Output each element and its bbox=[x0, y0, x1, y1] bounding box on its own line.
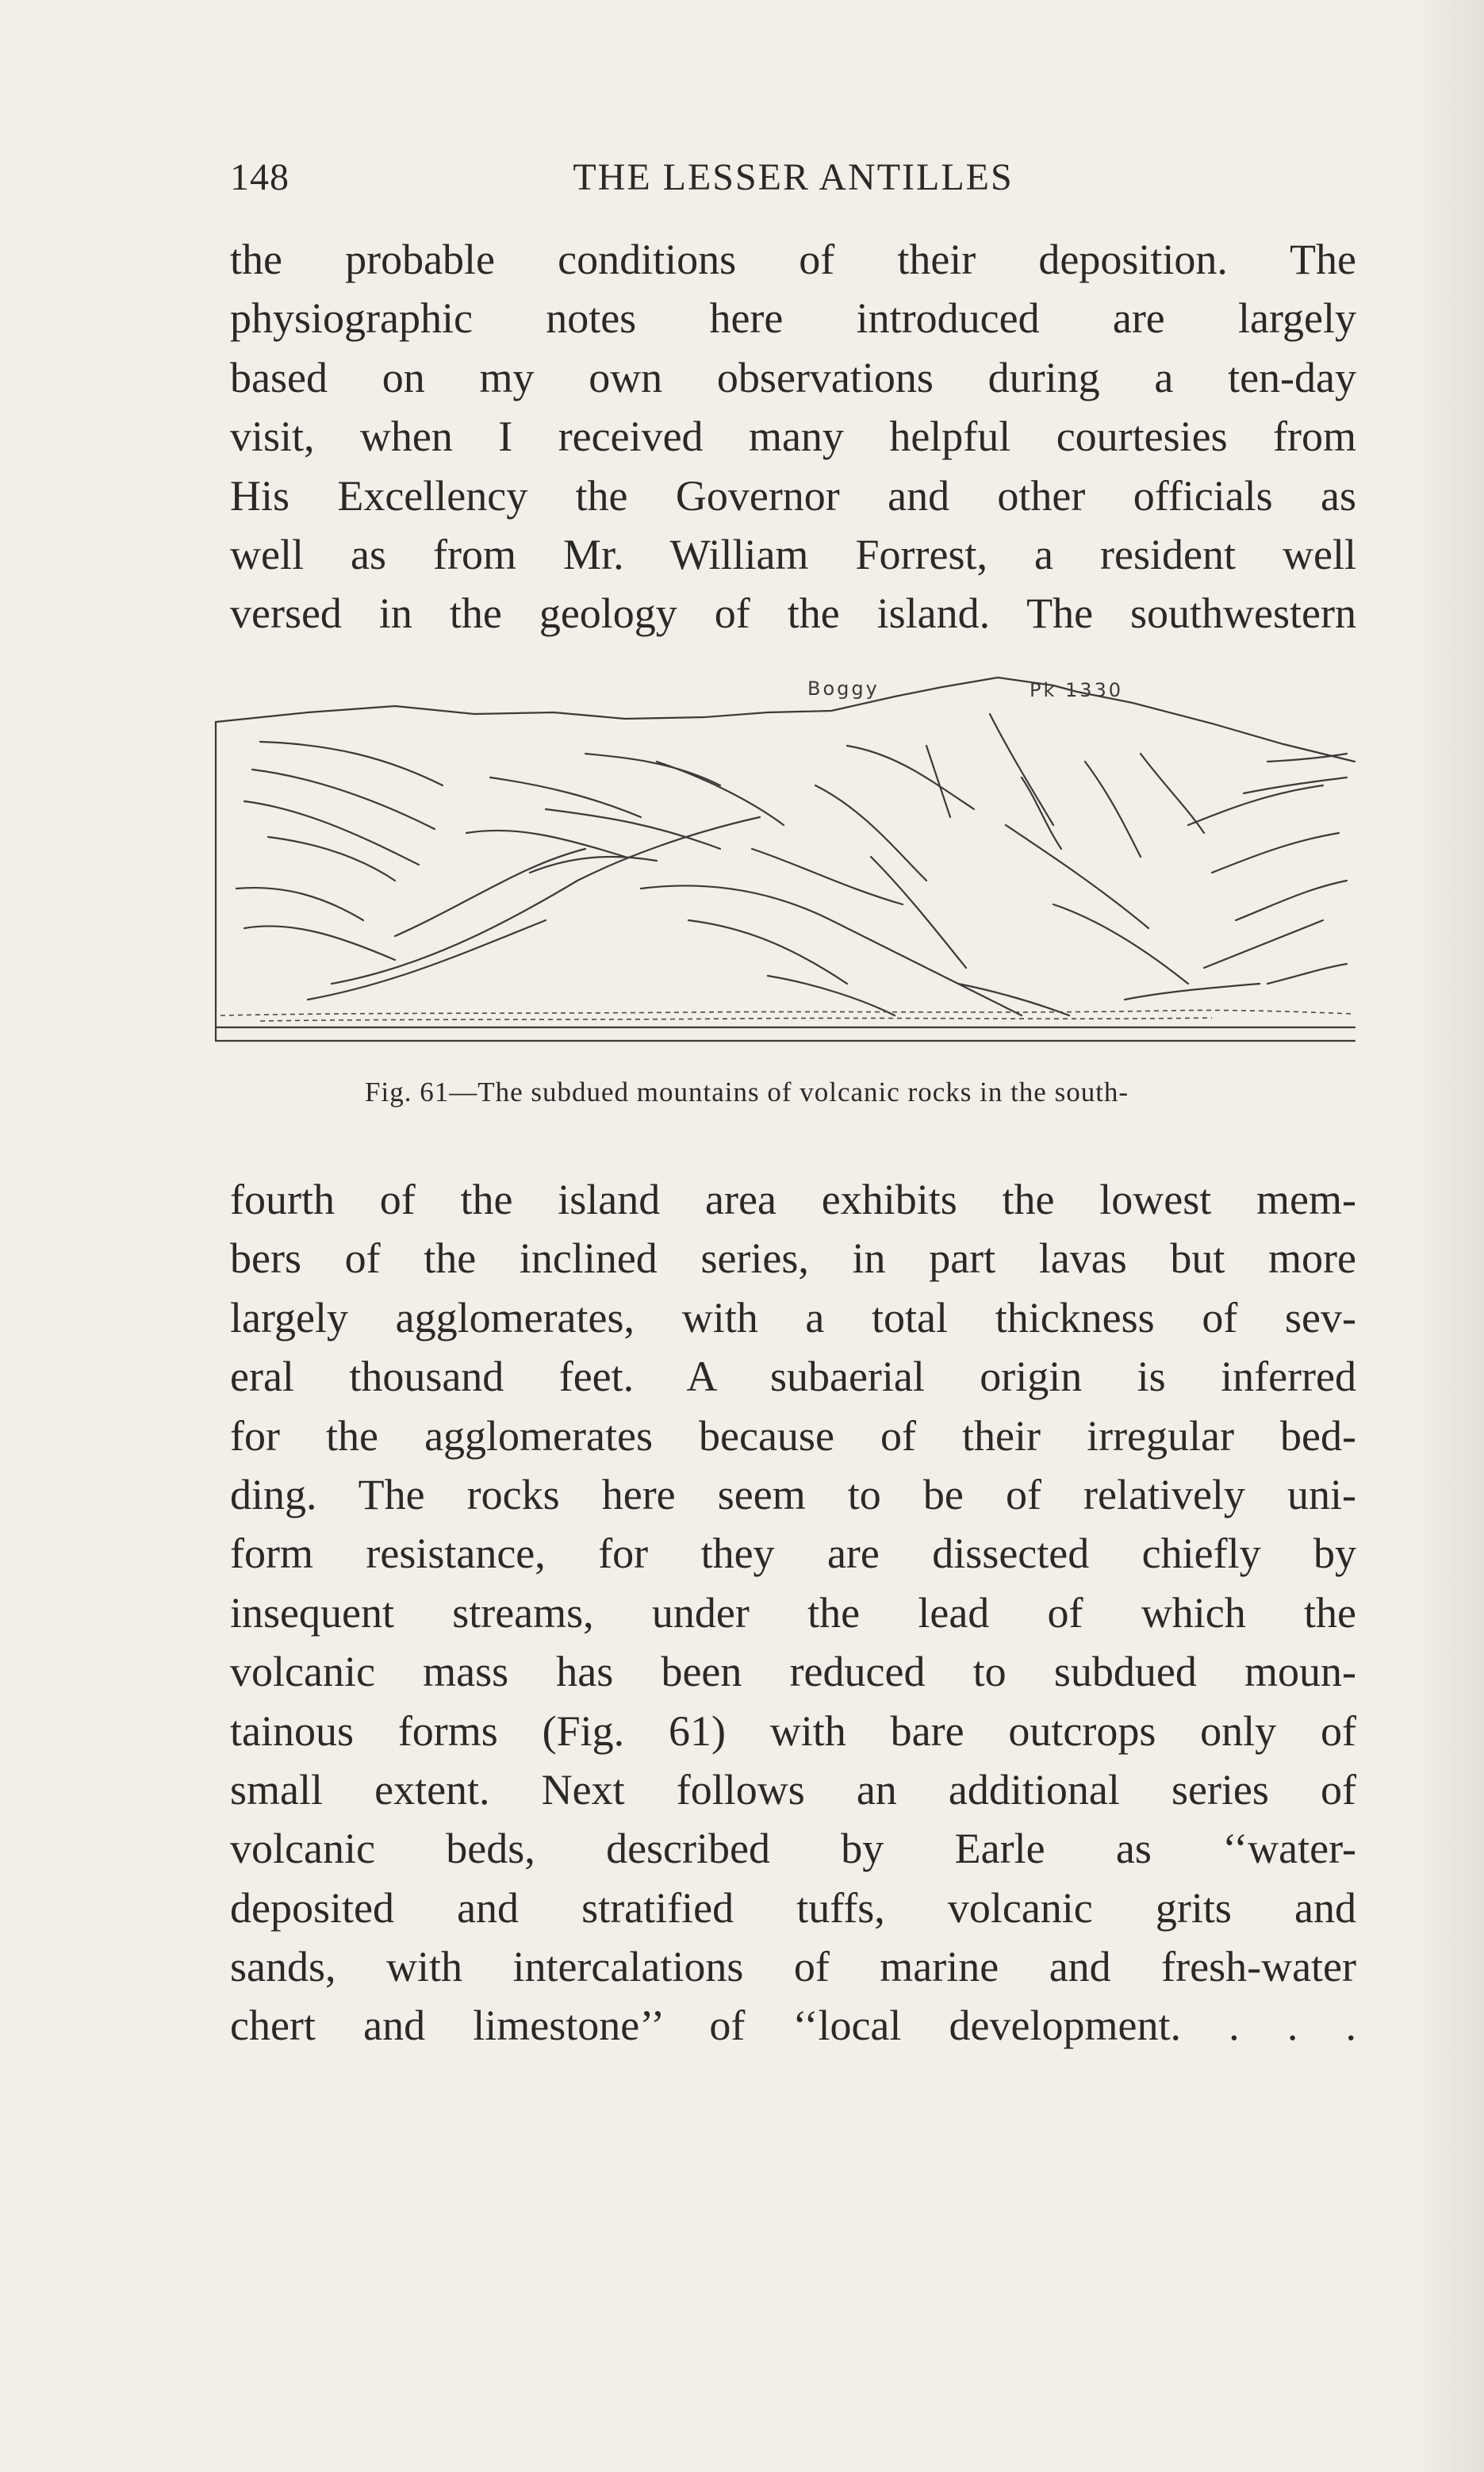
text-line: deposited and stratified tuffs, volcanic grits and bbox=[230, 1883, 1356, 1932]
text-line: chert and limestone’’ of ‘‘local development. . . . bbox=[230, 2002, 1356, 2050]
text-line: bers of the inclined series, in part lavas but more bbox=[230, 1234, 1356, 1283]
text-line: visit, when I received many helpful courtesies from bbox=[230, 413, 1356, 461]
text-line: well as from Mr. William Forrest, a resident well bbox=[230, 530, 1356, 578]
running-header bbox=[230, 155, 1356, 211]
running-title: THE LESSER ANTILLES bbox=[573, 156, 1014, 198]
text-line: form resistance, for they are dissected chiefly by bbox=[230, 1530, 1356, 1578]
text-line: eral thousand feet. A subaerial origin is inferred bbox=[230, 1353, 1356, 1401]
text-line: versed in the geology of the island. The southwestern bbox=[230, 589, 1356, 638]
text-line: tainous forms (Fig. 61) with bare outcrops only of bbox=[230, 1706, 1356, 1755]
text-line: sands, with intercalations of marine and fresh-water bbox=[230, 1943, 1356, 1991]
paragraph-bottom bbox=[230, 1170, 1356, 2056]
text-line: His Excellency the Governor and other officials as bbox=[230, 471, 1356, 520]
text-line: small extent. Next follows an additional series of bbox=[230, 1765, 1356, 1814]
text-line: volcanic mass has been reduced to subdued moun- bbox=[230, 1648, 1356, 1696]
text-line: insequent streams, under the lead of which the bbox=[230, 1588, 1356, 1637]
text-line: ding. The rocks here seem to be of relatively uni- bbox=[230, 1470, 1356, 1518]
mountain-sketch bbox=[213, 666, 1361, 1047]
figure-caption: Fig. 61—The subdued mountains of volcanic rocks in the south- bbox=[365, 1077, 1129, 1107]
peak-label-elevation: Pk 1330 bbox=[1030, 679, 1124, 701]
paragraph-top bbox=[230, 230, 1356, 643]
text-line: largely agglomerates, with a total thickness of sev- bbox=[230, 1293, 1356, 1342]
page-number: 148 bbox=[230, 156, 290, 198]
text-line: the probable conditions of their deposition. The bbox=[230, 236, 1356, 283]
page-edge-shadow bbox=[1413, 0, 1484, 2472]
peak-label-boggy: Boggy bbox=[807, 677, 880, 700]
text-line: fourth of the island area exhibits the lowest mem- bbox=[230, 1176, 1356, 1223]
text-line: volcanic beds, described by Earle as ‘‘water- bbox=[230, 1825, 1356, 1873]
text-line: for the agglomerates because of their irregular bed- bbox=[230, 1411, 1356, 1460]
mountain-sketch-figure bbox=[213, 666, 1361, 1047]
text-line: based on my own observations during a ten-day bbox=[230, 353, 1356, 401]
text-line: physiographic notes here introduced are largely bbox=[230, 294, 1356, 343]
